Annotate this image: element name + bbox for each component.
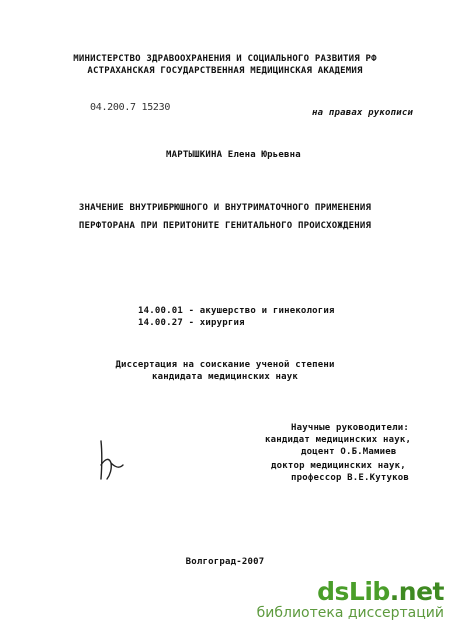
degree-line-2: кандидата медицинских наук xyxy=(151,372,299,382)
title-line-2: ПЕРФТОРАНА ПРИ ПЕРИТОНИТЕ ГЕНИТАЛЬНОГО ПРОИСХОЖДЕНИЯ xyxy=(78,221,372,231)
author-name: МАРТЫШКИНА Елена Юрьевна xyxy=(166,150,301,160)
specialty-2: 14.00.27 - хирургия xyxy=(138,318,245,328)
city-year: Волгоград-2007 xyxy=(185,557,265,567)
watermark-logo: dsLib.net xyxy=(317,577,444,606)
ministry-heading: МИНИСТЕРСТВО ЗДРАВООХРАНЕНИЯ И СОЦИАЛЬНОГО РАЗВИТИЯ РФ xyxy=(73,54,377,64)
dslib-watermark xyxy=(257,579,444,621)
degree-line-1: Диссертация на соискание ученой степени xyxy=(115,360,335,370)
supervisor-2-name: профессор В.Е.Кутуков xyxy=(291,473,409,483)
supervisors-heading: Научные руководители: xyxy=(291,423,409,433)
manuscript-note: на правах рукописи xyxy=(312,108,414,118)
supervisor-2-degree: доктор медицинских наук, xyxy=(271,461,406,471)
supervisor-1-degree: кандидат медицинских наук, xyxy=(265,435,412,445)
supervisor-1-name: доцент О.Б.Мамиев xyxy=(301,447,397,457)
academy-heading: АСТРАХАНСКАЯ ГОСУДАРСТВЕННАЯ МЕДИЦИНСКАЯ АКАДЕМИЯ xyxy=(87,66,363,76)
watermark-subtitle: библиотека диссертаций xyxy=(256,605,444,621)
library-stamp-number: 04.200.7 15230 xyxy=(90,102,171,113)
handwritten-signature xyxy=(93,435,133,485)
specialty-1: 14.00.01 - акушерство и гинекология xyxy=(138,306,335,316)
title-line-1: ЗНАЧЕНИЕ ВНУТРИБРЮШНОГО И ВНУТРИМАТОЧНОГО ПРИМЕНЕНИЯ xyxy=(78,203,372,213)
